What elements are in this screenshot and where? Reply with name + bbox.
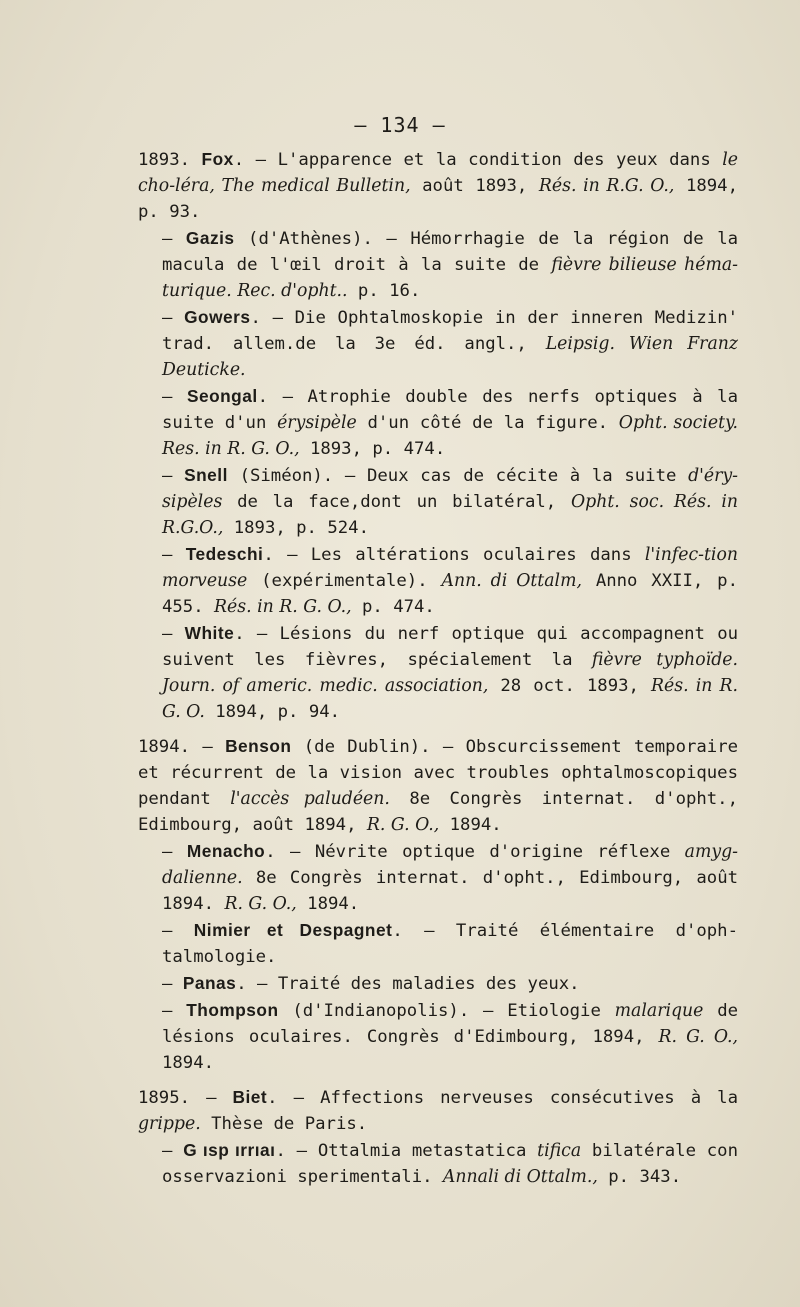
entry-lead: 1895. — bbox=[138, 1088, 233, 1108]
entry-italic-text: l'infec-tion morveuse bbox=[162, 545, 738, 591]
author-name: Fox bbox=[201, 149, 234, 169]
entry-text: 28 oct. 1893, bbox=[488, 676, 651, 696]
author-name: Thompson bbox=[186, 1000, 279, 1020]
author-name: Panas bbox=[182, 973, 237, 993]
entry-text: (de Dublin). — Obscurcissement temporaire et récurrent de la vision avec troubles ophtalmoscopiques pendant bbox=[138, 737, 739, 809]
entry-text: (d'Indianopolis). — Etiologie bbox=[278, 1001, 615, 1021]
entry-italic-text: tifica bbox=[537, 1141, 582, 1161]
author-name: Menacho bbox=[186, 841, 266, 861]
entry-text: août 1893, bbox=[410, 176, 539, 196]
entry-text: . — Die Ophtalmoskopie in der inneren Medizin' trad. allem.de la 3e éd. angl., bbox=[162, 308, 739, 354]
entry-text: Anno XXII, p. 455. bbox=[162, 571, 738, 617]
entry-text: 1894, p. 93. bbox=[138, 176, 738, 222]
entry-text: 1894, p. 94. bbox=[204, 702, 341, 722]
page-number: — 134 — bbox=[354, 113, 446, 137]
entry-italic-text: Opht. soc. Rés. in R.G.O., bbox=[162, 492, 739, 538]
entry-lead: 1894. — bbox=[138, 737, 226, 757]
entry-italic-text: R. G. O., bbox=[224, 894, 297, 914]
entry-text: (d'Athènes). — Hémorrhagie de la région de la macula de l'œil droit à la suite de bbox=[162, 229, 738, 275]
entry-italic-text: malarique bbox=[614, 1001, 704, 1021]
entry-text: 1894. bbox=[439, 815, 502, 835]
entry-text: . — Traité des maladies des yeux. bbox=[236, 974, 580, 994]
bibliography-entry bbox=[138, 146, 738, 225]
bibliography-entry bbox=[138, 970, 738, 997]
entry-lead: — bbox=[162, 387, 187, 407]
bibliography-entry bbox=[138, 462, 738, 541]
entry-text: . — Affections nerveuses consécutives à la bbox=[267, 1088, 738, 1108]
entry-italic-text: Ann. di Ottalm, bbox=[441, 571, 582, 591]
entry-text: de la face,dont un bilatéral, bbox=[222, 492, 571, 512]
entry-italic-text: amyg-dalienne. bbox=[162, 842, 739, 888]
entry-text: . — Les altérations oculaires dans bbox=[263, 545, 645, 565]
entry-text: 1894. bbox=[162, 1053, 215, 1073]
entry-text: 1893, p. 524. bbox=[223, 518, 369, 538]
entry-lead: — bbox=[162, 1001, 187, 1021]
author-name: Benson bbox=[225, 736, 292, 756]
entry-lead: — bbox=[162, 624, 185, 644]
entry-italic-text: Leipsig. Wien Franz Deuticke. bbox=[162, 334, 738, 380]
author-name: Gowers bbox=[184, 307, 251, 327]
author-name: Biet bbox=[232, 1087, 268, 1107]
entry-text: bilatérale con osservazioni sperimentali. bbox=[162, 1141, 738, 1187]
entry-text: (expérimentale). bbox=[247, 571, 442, 591]
entry-text: Thèse de Paris. bbox=[200, 1114, 368, 1134]
entry-italic-text: Annali di Ottalm., bbox=[442, 1167, 598, 1187]
bibliography-entry bbox=[138, 1137, 738, 1190]
bibliography-entry bbox=[138, 917, 738, 970]
bibliography-entry bbox=[138, 383, 738, 462]
entry-italic-text: Rés. in R.G. O., bbox=[538, 176, 675, 196]
entry-italic-text: Rés. in R. G. O. bbox=[162, 676, 738, 722]
entry-text: 1894. bbox=[296, 894, 360, 914]
entry-text: . — Traité élémentaire d'oph-talmologie. bbox=[162, 921, 738, 967]
entry-text: . — Atrophie double des nerfs optiques à la suite d'un bbox=[162, 387, 738, 433]
entry-italic-text: érysipèle bbox=[277, 413, 357, 433]
entry-lead: — bbox=[162, 842, 187, 862]
entry-italic-text: le cho-léra, The medical Bulletin, bbox=[138, 150, 738, 196]
entry-text: p. 474. bbox=[351, 597, 435, 617]
bibliography-entry bbox=[138, 304, 738, 383]
entry-italic-text: grippe. bbox=[138, 1114, 201, 1134]
entry-text: p. 16. bbox=[347, 281, 421, 301]
entry-text: p. 343. bbox=[597, 1167, 682, 1187]
bibliography-entry bbox=[138, 997, 738, 1076]
entry-text: . — Névrite optique d'origine réflexe bbox=[265, 842, 685, 862]
author-name: Tedeschi bbox=[185, 544, 264, 564]
entry-lead: — bbox=[162, 466, 185, 486]
entry-italic-text: R. G. O., bbox=[658, 1027, 738, 1047]
entry-lead: — bbox=[162, 921, 194, 941]
entry-lead: — bbox=[162, 545, 186, 565]
entry-italic-text: fièvre typhoïde. Journ. of americ. medic. association, bbox=[162, 650, 738, 696]
bibliography-entry bbox=[138, 838, 738, 917]
entry-text: de lésions oculaires. Congrès d'Edimbourg, 1894, bbox=[162, 1001, 739, 1047]
author-name: Gazis bbox=[185, 228, 235, 248]
entry-lead: — bbox=[162, 229, 186, 249]
bibliography-entry bbox=[138, 541, 738, 620]
entry-lead: 1893. bbox=[138, 150, 202, 170]
entry-text: . — Ottalmia metastatica bbox=[275, 1141, 538, 1161]
bibliography-entry bbox=[138, 620, 738, 725]
entry-italic-text: R. G. O., bbox=[366, 815, 440, 835]
entry-text: . — Lésions du nerf optique qui accompagnent ou suivent les fièvres, spécialement la bbox=[162, 624, 739, 670]
entry-text: 1893, p. 474. bbox=[299, 439, 446, 459]
bibliography-entry bbox=[138, 225, 738, 304]
entry-lead: — bbox=[162, 974, 183, 994]
entry-text: . — L'apparence et la condition des yeux dans bbox=[233, 150, 723, 170]
author-name: Snell bbox=[184, 465, 228, 485]
entry-text: d'un côté de la figure. bbox=[356, 413, 619, 433]
entry-italic-text: Rés. in R. G. O., bbox=[214, 597, 352, 617]
author-name: G ısp ırrıaı bbox=[183, 1140, 276, 1160]
bibliography-body bbox=[138, 146, 738, 1190]
author-name: Seongal bbox=[186, 386, 258, 406]
author-name: Nimier et Despagnet bbox=[193, 920, 393, 940]
entry-italic-text: d'éry-sipèles bbox=[162, 466, 738, 512]
author-name: White bbox=[184, 623, 235, 643]
entry-text: (Siméon). — Deux cas de cécite à la suite bbox=[227, 466, 689, 486]
entry-text: 8e Congrès internat. d'opht., Edimbourg, août 1894. bbox=[162, 868, 738, 914]
bibliography-entry bbox=[138, 733, 738, 838]
entry-text: 8e Congrès internat. d'opht., Edimbourg, août 1894, bbox=[138, 789, 738, 835]
entry-italic-text: Opht. society. Res. in R. G. O., bbox=[162, 413, 738, 459]
entry-lead: — bbox=[162, 308, 185, 328]
entry-lead: — bbox=[162, 1141, 184, 1161]
entry-italic-text: l'accès paludéen. bbox=[230, 789, 390, 809]
entry-italic-text: fièvre bilieuse héma-turique. Rec. d'opht.. bbox=[162, 255, 738, 301]
bibliography-entry bbox=[138, 1084, 738, 1137]
